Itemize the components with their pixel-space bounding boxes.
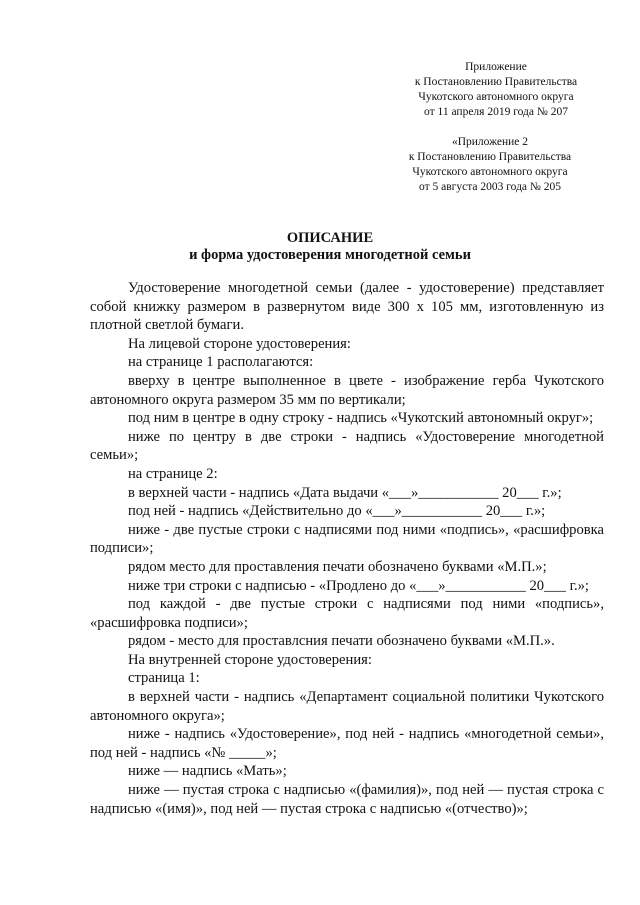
paragraph: под ней - надпись «Действительно до «___»___________ 20___ г.»; (128, 503, 546, 520)
appendix-2-line: Чукотского автономного округа (412, 166, 568, 178)
paragraph: ниже — пустая строка с надписью «(фамилия)», под ней — пустая строка с надписью «(имя)», под ней — пустая строка с надписью «(отчество)»; (90, 782, 604, 817)
appendix-1-line: Приложение (465, 61, 527, 73)
title-line-2: и форма удостоверения многодетной семьи (189, 247, 471, 263)
paragraph: под каждой - две пустые строки с надписями под ними «подпись», «расшифровка подписи»; (90, 596, 604, 631)
paragraph: На внутренней стороне удостоверения: (128, 651, 372, 668)
paragraph: ниже - надпись «Удостоверение», под ней - надпись «многодетной семьи», под ней - надпись «№ _____»; (90, 726, 604, 761)
paragraph: рядом место для проставления печати обозначено буквами «М.П.»; (128, 558, 547, 575)
paragraph: ниже три строки с надписью - «Продлено до «___»___________ 20___ г.»; (128, 577, 589, 594)
paragraph: в верхней части - надпись «Департамент социальной политики Чукотского автономного округа»; (90, 689, 604, 724)
paragraph: На лицевой стороне удостоверения: (128, 335, 351, 352)
appendix-header-2003 (370, 135, 610, 195)
appendix-2-line: к Постановлению Правительства (408, 151, 572, 163)
paragraph: в верхней части - надпись «Дата выдачи «___»___________ 20___ г.»; (128, 484, 562, 501)
title-line-1: ОПИСАНИЕ (286, 230, 374, 246)
document-body (90, 279, 604, 818)
paragraph: страница 1: (128, 670, 200, 687)
paragraph: ниже — надпись «Мать»; (128, 763, 287, 780)
paragraph: вверху в центре выполненное в цвете - изображение герба Чукотского автономного округа размером 35 мм по вертикали; (90, 372, 604, 408)
paragraph: под ним в центре в одну строку - надпись «Чукотский автономный округ»; (128, 410, 594, 427)
appendix-header-2019 (376, 60, 616, 120)
appendix-1-line: Чукотского автономного округа (418, 91, 574, 103)
appendix-2-line: от 5 августа 2003 года № 205 (418, 181, 562, 193)
paragraph: Удостоверение многодетной семьи (далее - удостоверение) представляет собой книжку размером в развернутом виде 300 х 105 мм, изготовленную из плотной светлой бумаги. (90, 280, 604, 334)
paragraph: рядом - место для проставлсния печати обозначено буквами «М.П.». (128, 633, 555, 650)
document-title (90, 230, 570, 264)
paragraph: на странице 2: (128, 465, 218, 482)
appendix-1-line: от 11 апреля 2019 года № 207 (424, 106, 568, 118)
paragraph: ниже - две пустые строки с надписями под ними «подпись», «расшифровка подписи»; (90, 521, 604, 557)
paragraph: ниже по центру в две строки - надпись «Удостоверение многодетной семьи»; (90, 428, 604, 464)
paragraph: на странице 1 располагаются: (128, 354, 314, 371)
appendix-2-line: «Приложение 2 (451, 136, 529, 148)
appendix-1-line: к Постановлению Правительства (414, 76, 578, 88)
